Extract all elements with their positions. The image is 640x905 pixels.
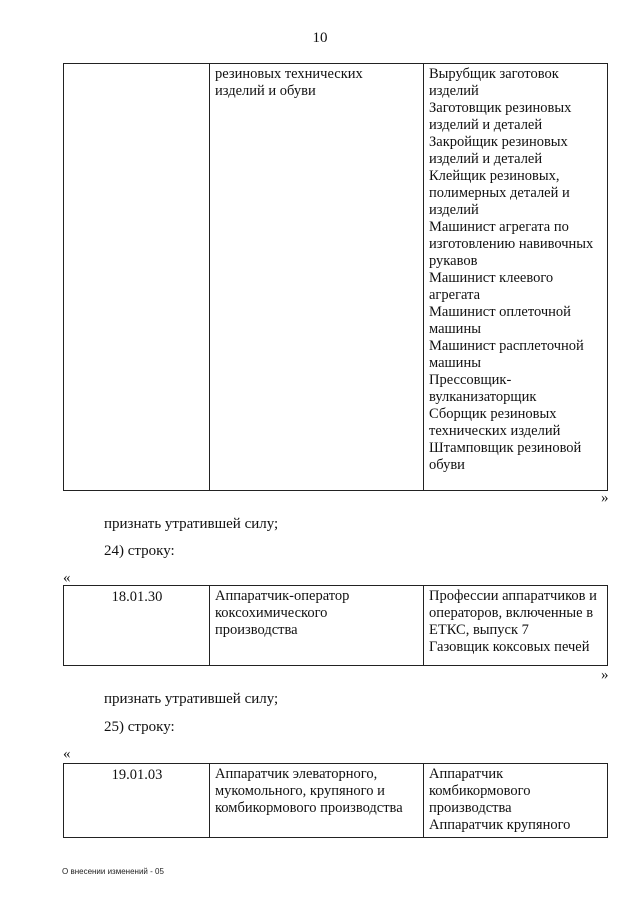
opening-quote: « xyxy=(63,746,71,762)
cell-line: Вырубщик заготовок xyxy=(429,66,559,82)
paragraph-text: 25) строку: xyxy=(104,719,175,735)
code-cell xyxy=(64,64,210,491)
cell-line: вулканизаторщик xyxy=(429,389,537,405)
cell-line: изделий xyxy=(429,83,479,99)
cell-line: изделий и деталей xyxy=(429,117,543,133)
cell-line: Заготовщик резиновых xyxy=(429,100,572,116)
cell-line: комбикормового производства xyxy=(215,800,403,816)
cell-line: Машинист клеевого xyxy=(429,270,554,286)
table-row xyxy=(64,64,608,491)
cell-line: изготовлению навивочных xyxy=(429,236,594,252)
cell-line: Аппаратчик крупяного xyxy=(429,817,571,833)
cell-line: Прессовщик- xyxy=(429,372,512,388)
cell-line: агрегата xyxy=(429,287,481,303)
paragraph-text: признать утратившей силу; xyxy=(104,516,279,532)
cell-line: резиновых технических xyxy=(215,66,363,82)
cell-line: изделий и деталей xyxy=(429,151,543,167)
cell-line: Машинист расплеточной xyxy=(429,338,584,354)
cell-line: рукавов xyxy=(429,253,478,269)
cell-line: Аппаратчик xyxy=(429,766,504,782)
code-cell: 19.01.03 xyxy=(64,764,210,838)
cell-line: полимерных деталей и xyxy=(429,185,570,201)
footer-note: О внесении изменений - 05 xyxy=(62,867,164,876)
cell-line: Сборщик резиновых xyxy=(429,406,557,422)
cell-line: Клейщик резиновых, xyxy=(429,168,560,184)
closing-quote: » xyxy=(601,490,609,506)
cell-line: Закройщик резиновых xyxy=(429,134,568,150)
cell-line: мукомольного, крупяного и xyxy=(215,783,385,799)
cell-line: производства xyxy=(215,622,298,638)
cell-line: технических изделий xyxy=(429,423,561,439)
name-cell xyxy=(210,586,424,666)
cell-line: Штамповщик резиновой xyxy=(429,440,582,456)
professions-cell xyxy=(424,764,608,838)
table-professions-1 xyxy=(63,63,608,491)
table-row xyxy=(64,764,608,838)
cell-line: Машинист оплеточной xyxy=(429,304,571,320)
cell-line: Аппаратчик элеваторного, xyxy=(215,766,378,782)
table-professions-3 xyxy=(63,763,608,838)
name-cell xyxy=(210,64,424,491)
page-number: 10 xyxy=(312,30,328,46)
table-professions-2 xyxy=(63,585,608,666)
professions-cell xyxy=(424,64,608,491)
name-cell xyxy=(210,764,424,838)
paragraph-text: признать утратившей силу; xyxy=(104,691,279,707)
cell-line: машины xyxy=(429,321,481,337)
cell-line: обуви xyxy=(429,457,465,473)
paragraph-text: 24) строку: xyxy=(104,543,175,559)
opening-quote: « xyxy=(63,570,71,586)
code-cell: 18.01.30 xyxy=(64,586,210,666)
closing-quote: » xyxy=(601,667,609,683)
cell-line: изделий xyxy=(429,202,479,218)
cell-line: коксохимического xyxy=(215,605,328,621)
cell-line: Профессии аппаратчиков и xyxy=(429,588,597,604)
professions-cell xyxy=(424,586,608,666)
cell-line: производства xyxy=(429,800,512,816)
cell-line: операторов, включенные в xyxy=(429,605,594,621)
cell-line: ЕТКС, выпуск 7 xyxy=(429,622,529,638)
cell-line: Аппаратчик-оператор xyxy=(215,588,350,604)
table-row xyxy=(64,586,608,666)
cell-line: изделий и обуви xyxy=(215,83,316,99)
cell-line: Газовщик коксовых печей xyxy=(429,639,590,655)
cell-line: комбикормового xyxy=(429,783,531,799)
cell-line: Машинист агрегата по xyxy=(429,219,569,235)
cell-line: машины xyxy=(429,355,481,371)
